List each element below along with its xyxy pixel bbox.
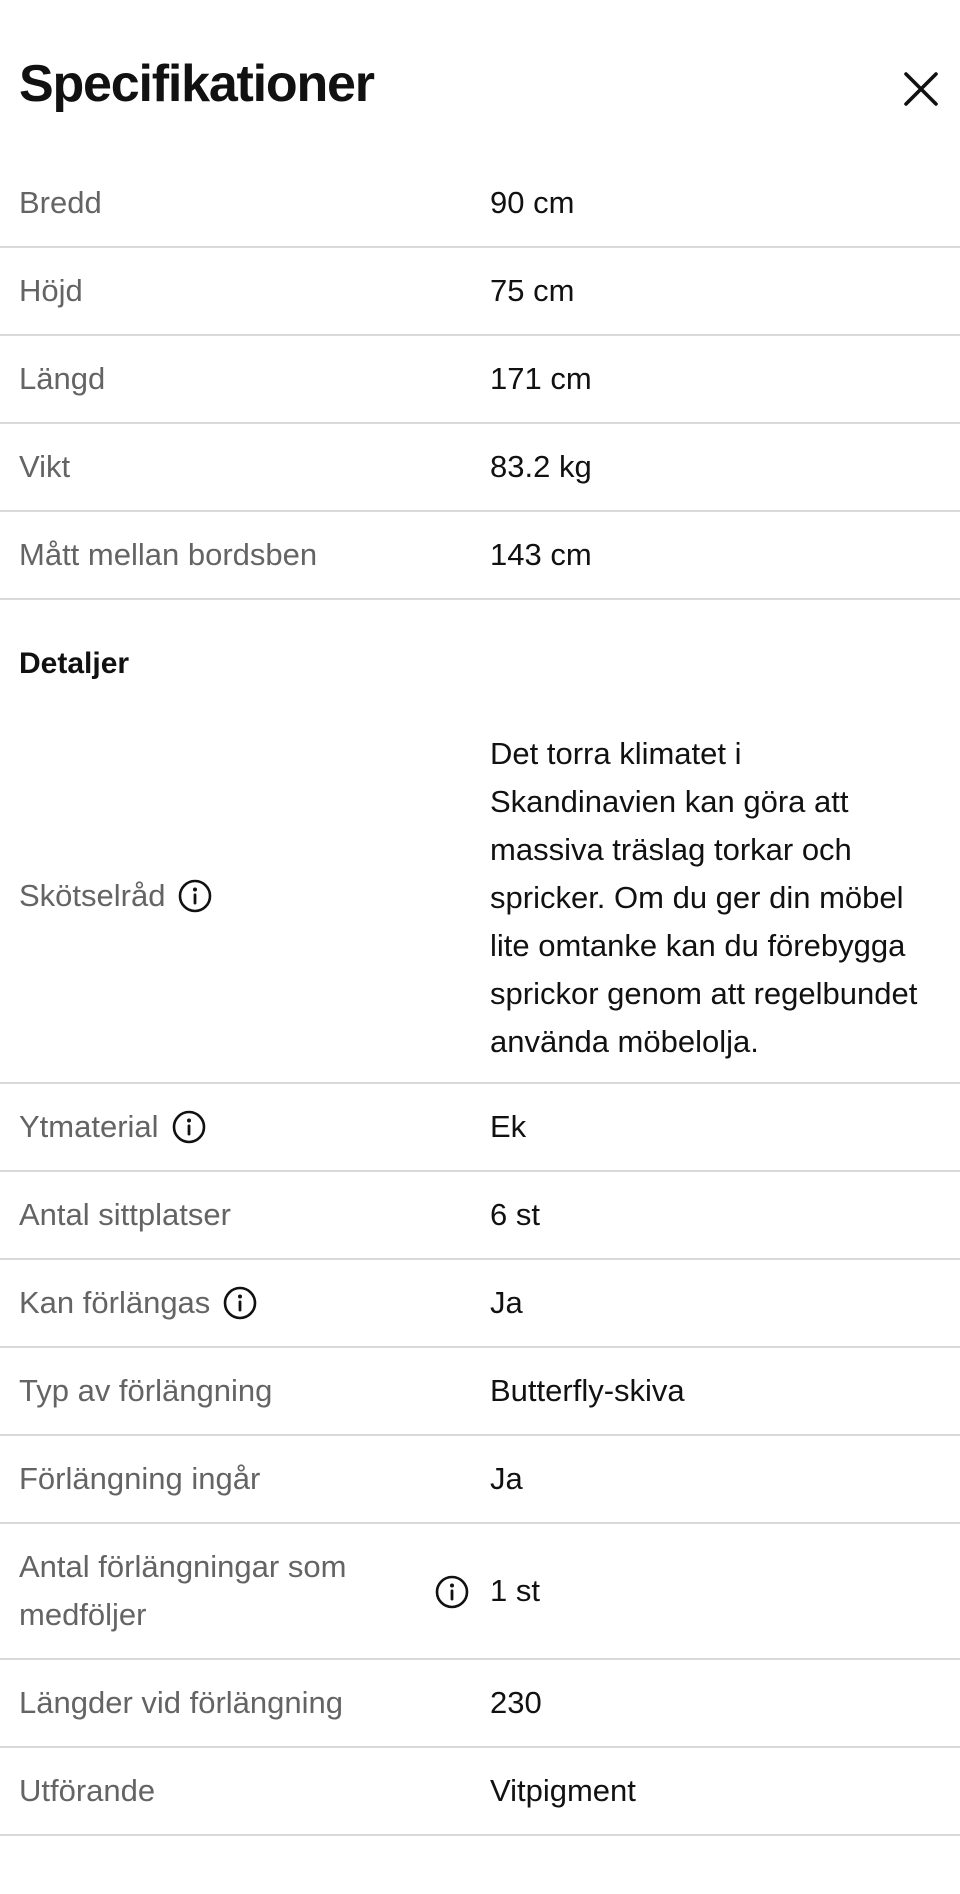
spec-row-utforande bbox=[0, 1748, 960, 1836]
info-icon[interactable] bbox=[434, 1574, 470, 1610]
spec-row-matt-mellan-bordsben bbox=[0, 512, 960, 600]
spec-row-hojd bbox=[0, 248, 960, 336]
spec-label: Bredd bbox=[19, 185, 102, 220]
info-icon[interactable] bbox=[177, 878, 213, 914]
spec-row-forlangning-ingar bbox=[0, 1436, 960, 1524]
details-list bbox=[0, 710, 960, 1836]
close-icon bbox=[903, 71, 939, 107]
spec-value: 75 cm bbox=[490, 273, 575, 308]
spec-value bbox=[490, 710, 932, 1082]
spec-label: Antal förlängningar som medföljer bbox=[19, 1549, 347, 1632]
spec-row-antal-sittplatser bbox=[0, 1172, 960, 1260]
spec-row-vikt bbox=[0, 424, 960, 512]
spec-label: Kan förlängas bbox=[19, 1285, 211, 1320]
spec-label-group bbox=[19, 1260, 258, 1346]
spec-value: 83.2 kg bbox=[490, 449, 592, 484]
spec-row-typ-av-forlangning bbox=[0, 1348, 960, 1436]
spec-row-langd bbox=[0, 336, 960, 424]
measurements-list bbox=[0, 160, 960, 600]
spec-value: Vitpigment bbox=[490, 1773, 636, 1808]
spec-label-group bbox=[19, 1084, 207, 1170]
header bbox=[0, 0, 960, 160]
details-section-header bbox=[0, 600, 960, 710]
spec-row-bredd bbox=[0, 160, 960, 248]
spec-row-ytmaterial bbox=[0, 1084, 960, 1172]
spec-row-antal-forlangningar bbox=[0, 1524, 960, 1660]
spec-value: Ek bbox=[490, 1109, 527, 1144]
spec-label: Längd bbox=[19, 361, 106, 396]
info-icon[interactable] bbox=[222, 1285, 258, 1321]
spec-label-group bbox=[19, 710, 213, 1082]
info-icon[interactable] bbox=[171, 1109, 207, 1145]
spec-row-kan-forlangas bbox=[0, 1260, 960, 1348]
spec-value: 143 cm bbox=[490, 537, 592, 572]
spec-label: Mått mellan bordsben bbox=[19, 537, 318, 572]
spec-label: Antal sittplatser bbox=[19, 1197, 231, 1232]
details-title: Detaljer bbox=[19, 647, 130, 680]
spec-label: Utförande bbox=[19, 1773, 156, 1808]
care-advice-text: Det torra klimatet i Skandinavien kan göra att massiva träslag torkar och spricker. Om du ger din möbel lite omtanke kan du förebygga sprickor genom att regelbundet använda möbelolja. bbox=[490, 736, 918, 1059]
spec-label: Höjd bbox=[19, 273, 83, 308]
spec-row-langder-vid-forlangning bbox=[0, 1660, 960, 1748]
close-button[interactable] bbox=[894, 62, 948, 116]
spec-value: 171 cm bbox=[490, 361, 592, 396]
spec-row-skotselrad bbox=[0, 710, 960, 1084]
spec-value: 6 st bbox=[490, 1197, 540, 1232]
spec-label: Vikt bbox=[19, 449, 71, 484]
spec-value: 90 cm bbox=[490, 185, 575, 220]
spec-value: Ja bbox=[490, 1285, 523, 1320]
spec-value: 1 st bbox=[490, 1573, 540, 1608]
spec-value: 230 bbox=[490, 1685, 542, 1720]
spec-label: Ytmaterial bbox=[19, 1109, 159, 1144]
spec-label: Längder vid förlängning bbox=[19, 1685, 344, 1720]
spec-label: Förlängning ingår bbox=[19, 1461, 261, 1496]
spec-value: Butterfly-skiva bbox=[490, 1373, 685, 1408]
spec-value: Ja bbox=[490, 1461, 523, 1496]
page-title: Specifikationer bbox=[19, 55, 374, 113]
spec-label: Skötselråd bbox=[19, 878, 166, 913]
spec-label: Typ av förlängning bbox=[19, 1373, 273, 1408]
